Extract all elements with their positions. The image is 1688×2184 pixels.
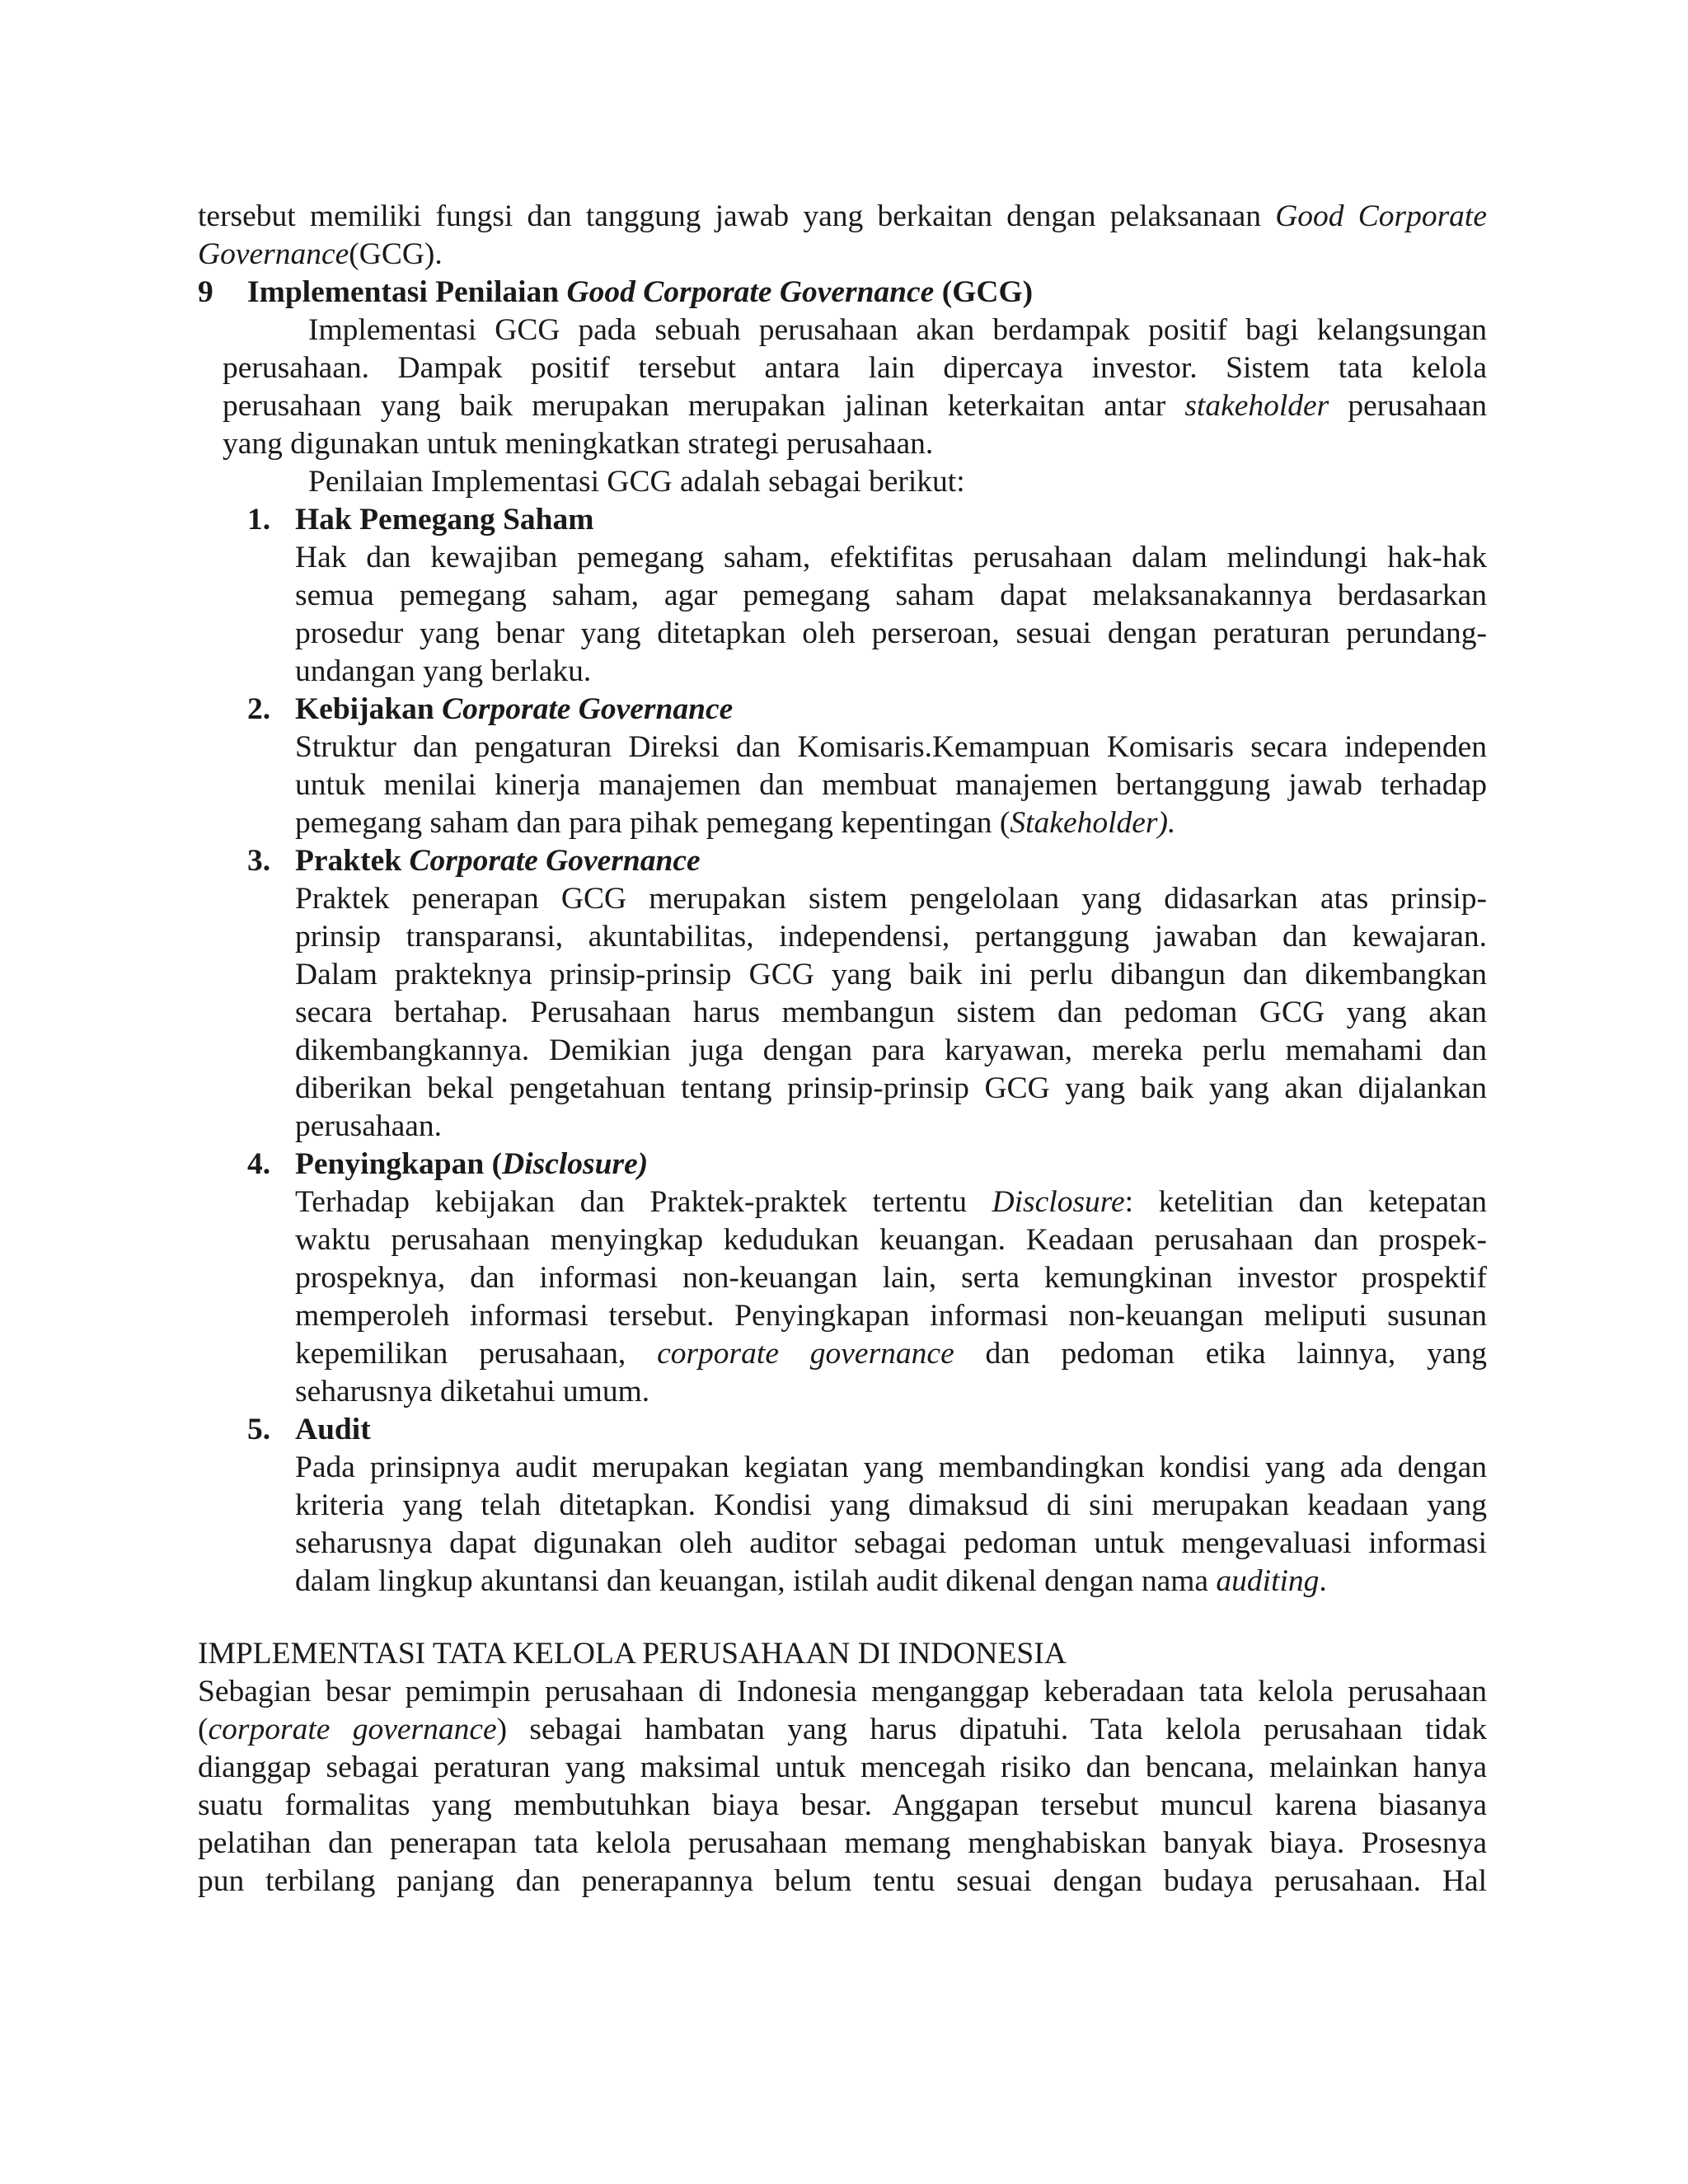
indonesia-line-2 (198, 1711, 1487, 1749)
item-3-line-5: dikembangkannya. Demikian juga dengan para karyawan, mereka perlu memahami dan (295, 1033, 1487, 1067)
intro-italic: Good Corporate (1275, 199, 1487, 233)
item-3-title-pre: Praktek (295, 844, 410, 878)
item-1-line-2: semua pemegang saham, agar pemegang saham dapat melaksanakannya berdasarkan (295, 579, 1487, 612)
item-1-number: 1. (247, 503, 271, 537)
section-para-line-4: yang digunakan untuk meningkatkan strategi perusahaan. (223, 427, 934, 461)
item-2-line-3-italic: Stakeholder). (1010, 806, 1176, 840)
item-4-line-1-italic: Disclosure (992, 1185, 1125, 1219)
item-2-line-2: untuk menilai kinerja manajemen dan membuat manajemen bertanggung jawab terhadap (295, 768, 1487, 802)
section-para-text-post: perusahaan (1329, 389, 1487, 423)
indonesia-line-4: suatu formalitas yang membutuhkan biaya besar. Anggapan tersebut muncul karena biasanya (198, 1788, 1487, 1822)
item-3-line-7: perusahaan. (295, 1109, 443, 1143)
item-4-line-3: prospeknya, dan informasi non-keuangan lain, serta kemungkinan investor prospektif (295, 1261, 1487, 1295)
item-4-line-5-pre: kepemilikan perusahaan, (295, 1337, 658, 1371)
item-3-title-italic: Corporate Governance (409, 844, 701, 878)
item-5-line-2: kriteria yang telah ditetapkan. Kondisi yang dimaksud di sini merupakan keadaan yang (295, 1488, 1487, 1522)
intro-line-2 (198, 236, 443, 274)
intro-text-2: (GCG). (349, 237, 443, 271)
item-4-line-5 (295, 1335, 1487, 1373)
section-para-line-1: Implementasi GCG pada sebuah perusahaan akan berdampak positif bagi kelangsungan (308, 313, 1487, 347)
section-para-italic: stakeholder (1184, 389, 1329, 423)
item-3-line-1: Praktek penerapan GCG merupakan sistem pengelolaan yang didasarkan atas prinsip- (295, 882, 1487, 916)
indonesia-line-2-italic: corporate governance (208, 1713, 497, 1746)
section-para-2: Penilaian Implementasi GCG adalah sebagai berikut: (308, 465, 965, 499)
item-3-line-6: diberikan bekal pengetahuan tentang prinsip-prinsip GCG yang baik yang akan dijalankan (295, 1071, 1487, 1105)
item-5-line-4-italic: auditing (1216, 1564, 1320, 1598)
item-3-line-2: prinsip transparansi, akuntabilitas, independensi, pertanggung jawaban dan kewajaran. (295, 920, 1487, 954)
intro-text: tersebut memiliki fungsi dan tanggung jawab yang berkaitan dengan pelaksanaan (198, 199, 1276, 233)
item-4-line-1-post: : ketelitian dan ketepatan (1124, 1185, 1487, 1219)
item-4-line-4: memperoleh informasi tersebut. Penyingkapan informasi non-keuangan meliputi susunan (295, 1299, 1487, 1333)
item-3-line-3: Dalam prakteknya prinsip-prinsip GCG yang baik ini perlu dibangun dan dikembangkan (295, 958, 1487, 991)
item-4-line-6: seharusnya diketahui umum. (295, 1375, 650, 1408)
item-3-number: 3. (247, 844, 271, 878)
section-para-line-3 (223, 387, 1487, 425)
item-3-line-4: secara bertahap. Perusahaan harus membangun sistem dan pedoman GCG yang akan (295, 996, 1487, 1029)
indonesia-line-2-pre: ( (198, 1713, 209, 1746)
indonesia-line-5: pelatihan dan penerapan tata kelola perusahaan memang menghabiskan banyak biaya. Prosesnya (198, 1826, 1487, 1860)
indonesia-line-2-post: ) sebagai hambatan yang harus dipatuhi. Tata kelola perusahaan tidak (496, 1713, 1487, 1746)
item-5-line-4 (295, 1563, 1327, 1601)
indonesia-line-6: pun terbilang panjang dan penerapannya belum tentu sesuai dengan budaya perusahaan. Hal (198, 1864, 1487, 1898)
item-2-line-1: Struktur dan pengaturan Direksi dan Komisaris.Kemampuan Komisaris secara independen (295, 730, 1487, 764)
item-4-title-pre: Penyingkapan ( (295, 1147, 503, 1181)
section-title-italic: Good Corporate Governance (566, 275, 935, 309)
indonesia-line-1: Sebagian besar pemimpin perusahaan di Indonesia menganggap keberadaan tata kelola perusahaan (198, 1675, 1487, 1708)
item-5-line-4-text: dalam lingkup akuntansi dan keuangan, istilah audit dikenal dengan nama (295, 1564, 1217, 1598)
item-4-line-1-pre: Terhadap kebijakan dan Praktek-praktek tertentu (295, 1185, 992, 1219)
item-1-line-3: prosedur yang benar yang ditetapkan oleh perseroan, sesuai dengan peraturan perundang- (295, 616, 1487, 650)
item-5-title: Audit (295, 1413, 371, 1446)
section-para-text: perusahaan yang baik merupakan merupakan jalinan keterkaitan antar (223, 389, 1185, 423)
item-5-number: 5. (247, 1413, 271, 1446)
section-para-line-2: perusahaan. Dampak positif tersebut antara lain dipercaya investor. Sistem tata kelola (223, 351, 1487, 385)
item-5-line-1: Pada prinsipnya audit merupakan kegiatan yang membandingkan kondisi yang ada dengan (295, 1451, 1487, 1484)
item-4-title (295, 1146, 648, 1183)
section-number: 9 (198, 275, 213, 309)
item-5-line-4-post: . (1319, 1564, 1327, 1598)
section-title-pre: Implementasi Penilaian (247, 275, 567, 309)
item-4-number: 4. (247, 1147, 271, 1181)
intro-italic-2: Governance (198, 237, 349, 271)
indonesia-line-3: dianggap sebagai peraturan yang maksimal untuk mencegah risiko dan bencana, melainkan hanya (198, 1750, 1487, 1784)
item-1-line-4: undangan yang berlaku. (295, 654, 592, 688)
item-1-line-1: Hak dan kewajiban pemegang saham, efektifitas perusahaan dalam melindungi hak-hak (295, 541, 1487, 574)
intro-line-1 (198, 198, 1487, 236)
item-2-title-pre: Kebijakan (295, 692, 443, 726)
item-4-title-italic: Disclosure) (502, 1147, 649, 1181)
section-title-post: (GCG) (934, 275, 1034, 309)
section-title (247, 274, 1033, 312)
indonesia-heading: IMPLEMENTASI TATA KELOLA PERUSAHAAN DI INDONESIA (198, 1637, 1067, 1671)
item-4-line-1 (295, 1183, 1487, 1221)
item-3-title (295, 842, 701, 880)
item-2-line-3-text: pemegang saham dan para pihak pemegang kepentingan ( (295, 806, 1010, 840)
item-4-line-5-italic: corporate governance (657, 1337, 954, 1371)
item-4-line-5-post: dan pedoman etika lainnya, yang (954, 1337, 1487, 1371)
item-2-title-italic: Corporate Governance (442, 692, 734, 726)
item-2-title (295, 691, 733, 729)
item-1-title: Hak Pemegang Saham (295, 503, 594, 537)
item-2-line-3 (295, 804, 1175, 842)
item-4-line-2: waktu perusahaan menyingkap kedudukan keuangan. Keadaan perusahaan dan prospek- (295, 1223, 1487, 1257)
item-2-number: 2. (247, 692, 271, 726)
item-5-line-3: seharusnya dapat digunakan oleh auditor sebagai pedoman untuk mengevaluasi informasi (295, 1526, 1487, 1560)
